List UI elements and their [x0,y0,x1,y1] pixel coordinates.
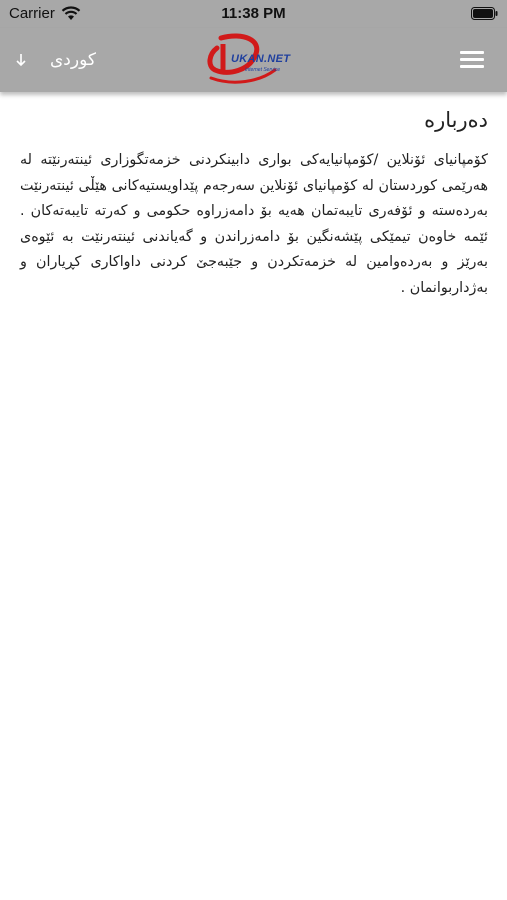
arrow-down-icon [14,52,28,68]
battery-icon [471,7,498,20]
about-content [20,108,488,301]
language-label: کوردی [50,50,96,70]
status-time: 11:38 PM [221,5,286,22]
hamburger-menu-icon[interactable] [460,51,484,69]
page-title: دەربارە [424,108,488,132]
menu-line [460,58,484,61]
menu-line [460,51,484,54]
logo-text: UKAN.NET [231,53,291,65]
navigation-bar [0,28,507,92]
about-paragraph: کۆمپانیای ئۆنلاین /کۆمپانیایەکی بواری دابینکردنی خزمەتگوزاری ئینتەرنێتە لە هەرێمی کوردستان لە کۆمپانیای ئۆنلاین سەرجەم پێداویستیەکانی هێڵی ئینتەرنێت بەردەستە و ئۆفەری تایبەتمان هەیە بۆ دامەزراوە حکومی و کەرتە تایبەتەکان . ئێمە خاوەن تیمێکی پێشەنگین بۆ دامەزراندن و گەیاندنی ئینتەرنێت بە ئێوەی بەرێز و بەردەوامین لە خزمەتکردن و جێبەجێ کردنی داواکاری کڕیاران و بەژداربوانمان . [20,152,488,296]
company-logo [203,30,303,88]
carrier-label: Carrier [9,5,55,22]
language-selector[interactable] [14,46,96,74]
status-bar [0,0,507,28]
logo-subtext: Internet Service [245,67,281,73]
menu-line [460,65,484,68]
